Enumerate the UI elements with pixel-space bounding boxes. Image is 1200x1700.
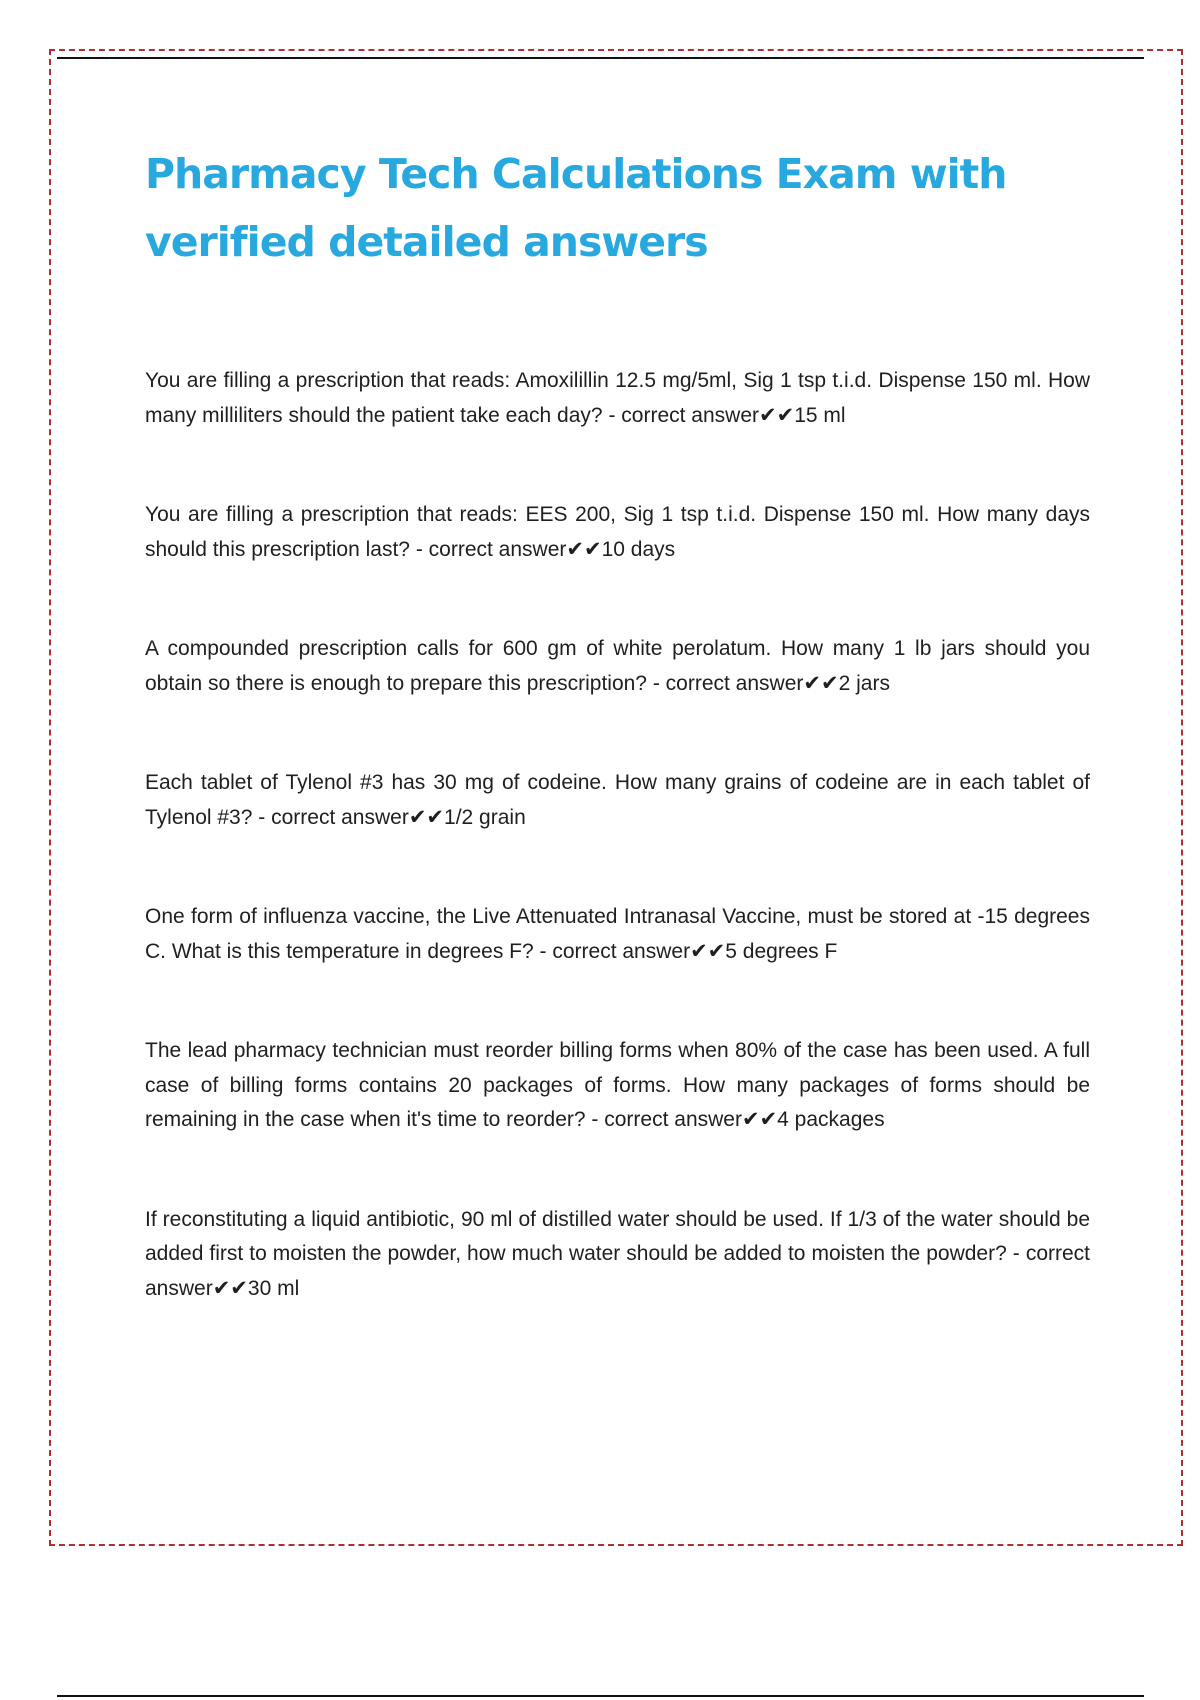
question-text: You are filling a prescription that reads: Amoxilillin 12.5 mg/5ml, Sig 1 tsp t.i.d. Dispense 150 ml. How many milliliters should the patient take each day? bbox=[145, 369, 1090, 427]
answer-label: correct answer bbox=[665, 671, 804, 695]
separator: - bbox=[258, 805, 266, 829]
question-text: The lead pharmacy technician must reorder billing forms when 80% of the case has been used. A full case of billing forms contains 20 packages of forms. How many packages of forms should be remaining in the case when it's time to reorder? bbox=[145, 1039, 1090, 1131]
separator: - bbox=[1012, 1242, 1020, 1265]
answer-value: 30 ml bbox=[247, 1276, 300, 1300]
question-item bbox=[145, 364, 1090, 433]
answer-label: correct answer bbox=[428, 537, 567, 561]
question-list bbox=[145, 364, 1090, 1306]
question-text: A compounded prescription calls for 600 gm of white perolatum. How many 1 lb jars should you obtain so there is enough to prepare this prescription? bbox=[145, 637, 1090, 695]
question-text: You are filling a prescription that reads: EES 200, Sig 1 tsp t.i.d. Dispense 150 ml. How many days should this prescription last? bbox=[145, 503, 1090, 561]
separator: - bbox=[415, 537, 423, 561]
answer-value: 15 ml bbox=[794, 403, 846, 427]
answer-label: correct answer bbox=[552, 939, 691, 963]
question-item bbox=[145, 900, 1090, 969]
answer-label: correct answer bbox=[145, 1242, 1090, 1300]
question-item bbox=[145, 632, 1090, 701]
answer-label: correct answer bbox=[621, 403, 759, 427]
check-marks-icon: ✔✔ bbox=[759, 403, 795, 427]
answer-value: 1/2 grain bbox=[444, 805, 526, 829]
document-title: Pharmacy Tech Calculations Exam with verified detailed answers bbox=[145, 150, 1007, 266]
question-text: Each tablet of Tylenol #3 has 30 mg of codeine. How many grains of codeine are in each tablet of Tylenol #3? bbox=[145, 771, 1090, 829]
question-item bbox=[145, 766, 1090, 835]
check-marks-icon: ✔✔ bbox=[690, 939, 726, 963]
top-rule bbox=[57, 57, 1144, 59]
separator: - bbox=[591, 1108, 599, 1131]
answer-value: 2 jars bbox=[838, 671, 890, 695]
question-text: One form of influenza vaccine, the Live Attenuated Intranasal Vaccine, must be stored at -15 degrees C. What is this temperature in degrees F? bbox=[145, 905, 1090, 963]
answer-value: 4 packages bbox=[777, 1108, 885, 1131]
answer-label: correct answer bbox=[271, 805, 409, 829]
check-marks-icon: ✔✔ bbox=[566, 537, 602, 561]
check-marks-icon: ✔✔ bbox=[741, 1108, 778, 1131]
answer-value: 10 days bbox=[601, 537, 676, 561]
document-body bbox=[145, 140, 1090, 1371]
separator: - bbox=[652, 671, 660, 695]
separator: - bbox=[539, 939, 547, 963]
check-marks-icon: ✔✔ bbox=[408, 805, 445, 829]
question-item bbox=[145, 1203, 1090, 1307]
separator: - bbox=[608, 403, 616, 427]
check-marks-icon: ✔✔ bbox=[803, 671, 839, 695]
question-text: If reconstituting a liquid antibiotic, 90 ml of distilled water should be used. If 1/3 of the water should be added first to moisten the powder, how much water should be added to moisten the powder? bbox=[145, 1207, 1090, 1265]
question-item bbox=[145, 1034, 1090, 1138]
bottom-rule bbox=[57, 1695, 1144, 1697]
answer-label: correct answer bbox=[604, 1108, 742, 1131]
question-item bbox=[145, 498, 1090, 567]
check-marks-icon: ✔✔ bbox=[212, 1276, 248, 1300]
answer-value: 5 degrees F bbox=[725, 939, 838, 963]
